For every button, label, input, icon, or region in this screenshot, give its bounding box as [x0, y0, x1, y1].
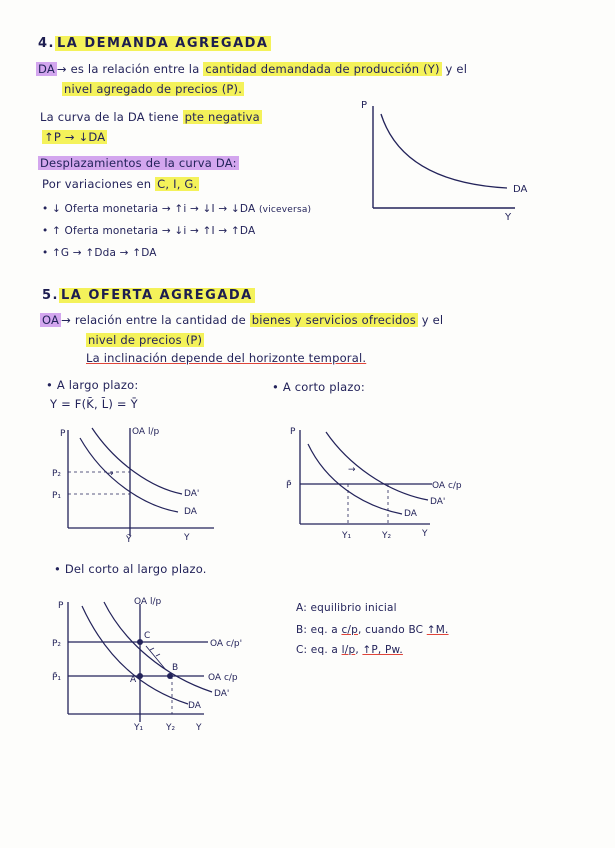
- incl-text: La inclinación depende del horizonte temporal.: [86, 351, 367, 365]
- shift-bullet-3: • ↑G → ↑Dda → ↑DA: [42, 247, 157, 259]
- lr-da-curve: [80, 438, 178, 512]
- section4-number: 4.: [38, 36, 55, 51]
- da-graph-x-label: Y: [505, 212, 512, 222]
- legend-b: [296, 624, 449, 636]
- tr-point-c: [137, 639, 143, 645]
- legend-b-prefix: B: eq. a: [296, 624, 342, 636]
- tr-point-b-label: B: [172, 663, 179, 673]
- def-text-c: y el: [441, 62, 468, 76]
- oa-def-c: y el: [417, 313, 444, 327]
- bullet1-text: ↓ Oferta monetaria → ↑i → ↓I → ↓DA: [51, 203, 256, 215]
- tr-da-label: DA: [188, 701, 201, 711]
- lr-da2-label: DA': [184, 489, 200, 499]
- legend-c-lp: l/p: [341, 644, 356, 656]
- sr-shift-arrow: →: [348, 465, 356, 475]
- section5-title: LA OFERTA AGREGADA: [60, 288, 253, 303]
- da-arrow-rule: [42, 130, 107, 144]
- short-run-label: • A corto plazo:: [272, 380, 365, 394]
- tr-point-a-label: A: [130, 675, 137, 685]
- shifts-vars: C, I, G.: [157, 177, 198, 191]
- transition-label: • Del corto al largo plazo.: [54, 562, 207, 576]
- tr-oa-lp-label: OA l/p: [134, 597, 162, 607]
- lr-da-label: DA: [184, 507, 197, 517]
- da-graph: [355, 96, 545, 222]
- legend-c-prefix: C: eq. a: [296, 644, 342, 656]
- da-curve: [381, 114, 507, 188]
- sr-da2-label: DA': [430, 497, 446, 507]
- def-text-a: → es la relación entre la: [56, 62, 204, 76]
- bullet3-text: ↑G → ↑Dda → ↑DA: [51, 247, 157, 259]
- tr-point-b: [167, 673, 173, 679]
- tr-p1-label: P̄₁: [52, 673, 62, 683]
- def-text-line2: nivel agregado de precios (P).: [64, 82, 243, 96]
- tr-point-c-label: C: [144, 631, 151, 641]
- section5-heading: [42, 288, 255, 303]
- oa-def-line2: nivel de precios (P): [88, 333, 203, 347]
- oa-def-a: → relación entre la cantidad de: [61, 313, 250, 327]
- bullet1-note: (viceversa): [258, 205, 312, 215]
- shifts-intro-text: Por variaciones en: [42, 177, 156, 191]
- section5-def-line1: [40, 313, 443, 327]
- shifts-intro: [42, 177, 199, 191]
- lr-p1-label: P₁: [52, 491, 62, 501]
- section4-heading: [38, 36, 271, 51]
- curve-text: La curva de la DA tiene: [40, 110, 183, 124]
- lr-y-label: P: [60, 429, 66, 439]
- da-graph-curve-label: DA: [513, 184, 528, 195]
- legend-b-mid: , cuando BC: [358, 624, 427, 636]
- da-graph-y-label: P: [361, 100, 368, 111]
- inclination-text: [86, 351, 366, 365]
- tr-oa-cp-label: OA c/p: [208, 673, 238, 683]
- transition-graph: [48, 590, 273, 740]
- sr-oa-label: OA c/p: [432, 481, 462, 491]
- bullet2-text: ↑ Oferta monetaria → ↓i → ↑I → ↑DA: [51, 225, 256, 237]
- tr-y1-label: Y₁: [134, 723, 144, 733]
- lr-ybar-label: Ȳ: [126, 535, 132, 545]
- sr-y1-label: Y₁: [342, 531, 352, 541]
- section4-def-line2: [62, 82, 244, 96]
- shifts-title: [38, 156, 239, 170]
- legend-c: [296, 644, 403, 656]
- long-run-formula: Y = F(K̄, L̄) = Ȳ: [50, 397, 138, 411]
- sr-da2-curve: [326, 432, 428, 500]
- lr-x-label: Y: [184, 533, 190, 543]
- oa-abbr: OA: [42, 313, 60, 327]
- shift-bullet-2: • ↑ Oferta monetaria → ↓i → ↑I → ↑DA: [42, 225, 256, 237]
- sr-y-label: P: [290, 427, 296, 437]
- sr-pbar-label: P̄: [286, 481, 292, 491]
- long-run-label: • A largo plazo:: [46, 378, 139, 392]
- legend-c-action: ↑P, Pw.: [362, 644, 403, 656]
- shift-bullet-1: • ↓ Oferta monetaria → ↑i → ↓I → ↓DA (viceversa): [42, 203, 312, 215]
- section5-number: 5.: [42, 288, 59, 303]
- short-run-graph: [282, 420, 492, 546]
- arrow-rule: ↑P → ↓DA: [44, 130, 106, 144]
- long-run-graph: [44, 420, 239, 546]
- da-abbr: DA: [38, 62, 55, 76]
- tr-y2-label: Y₂: [166, 723, 176, 733]
- shifts-title-text: Desplazamientos de la curva DA:: [40, 156, 237, 170]
- section4-def-line1: [36, 62, 467, 76]
- sr-x-label: Y: [422, 529, 428, 539]
- tr-point-a: [137, 673, 143, 679]
- def-text-b: cantidad demandada de producción (Y): [205, 62, 440, 76]
- lr-da2-curve: [92, 428, 182, 494]
- section4-title: LA DEMANDA AGREGADA: [56, 36, 269, 51]
- tr-p2-label: P₂: [52, 639, 62, 649]
- sr-da-label: DA: [404, 509, 417, 519]
- section5-def-line2: [86, 333, 204, 347]
- tr-x-label: Y: [196, 723, 202, 733]
- lr-shift-arrow: →: [106, 469, 114, 479]
- legend-a: A: equilibrio inicial: [296, 602, 397, 614]
- tr-da2-curve: [104, 602, 212, 692]
- tr-y-label: P: [58, 601, 64, 611]
- curve-slope: pte negativa: [184, 110, 260, 124]
- legend-b-cp: c/p: [341, 624, 359, 636]
- sr-y2-label: Y₂: [382, 531, 392, 541]
- da-curve-text: [40, 110, 262, 124]
- lr-oa-label: OA l/p: [132, 427, 160, 437]
- legend-b-action: ↑M.: [426, 624, 449, 636]
- tr-da2-label: DA': [214, 689, 230, 699]
- lr-p2-label: P₂: [52, 469, 62, 479]
- oa-def-b: bienes y servicios ofrecidos: [251, 313, 416, 327]
- tr-oa-cp2-label: OA c/p': [210, 639, 243, 649]
- legend-c-mid: ,: [355, 644, 363, 656]
